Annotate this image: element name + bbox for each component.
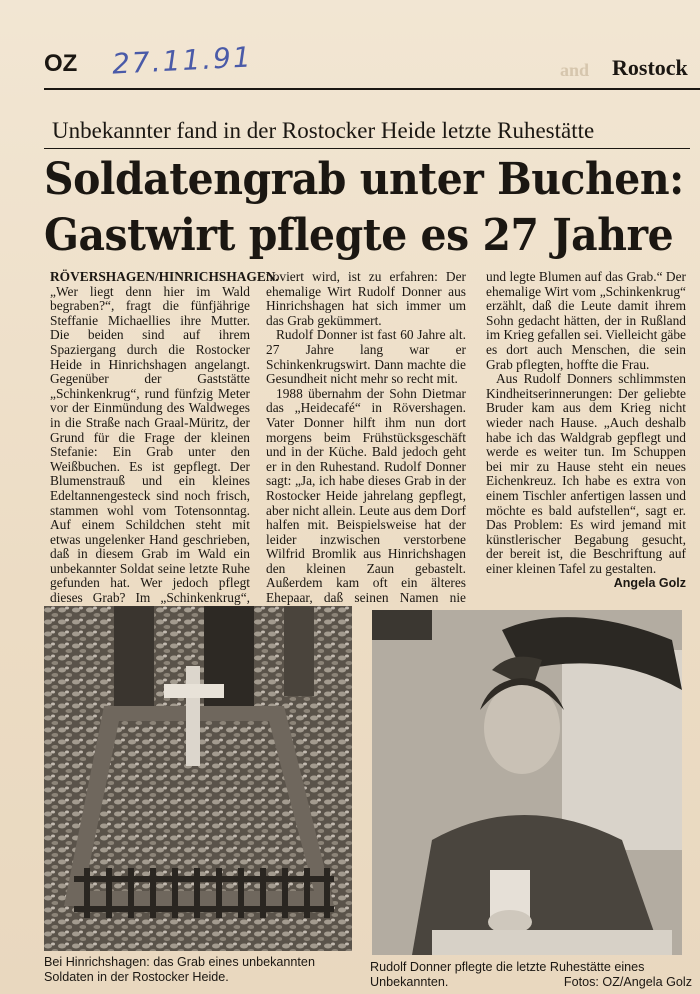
column-2 (266, 270, 466, 620)
paragraph (50, 269, 279, 620)
kicker-rule (44, 148, 690, 149)
dateline: RÖVERSHAGEN/HINRICHSHAGEN. (50, 269, 279, 284)
column-3 (486, 270, 686, 591)
grave-illustration (44, 606, 352, 951)
grave-photo (44, 606, 352, 951)
paper-name: OZ (44, 50, 78, 77)
caption-text: Rudolf Donner pflegte die letzte Ruhestätte eines Unbekannten. (370, 960, 645, 989)
headline-line-2: Gastwirt pflegte es 27 Jahre (44, 210, 674, 261)
kicker-line: Unbekannter fand in der Rostocker Heide letzte Ruhestätte (52, 118, 595, 143)
bleed-through-text: and (560, 60, 590, 80)
paragraph: noviert wird, ist zu erfahren: Der ehemalige Wirt Rudolf Donner aus Hinrichshagen hat sich immer um das Grab gekümmert. (266, 269, 466, 328)
column-1 (50, 269, 279, 620)
paragraph: 1988 übernahm der Sohn Dietmar das „Heidecafé“ in Rövershagen. Vater Donner hilft ihm nun dort morgens beim Frühstücksgeschäft und in der Küche. Bald jedoch geht er in den Ruhestand. Rudolf Donner sagt: „Ja, ich habe dieses Grab in der Rostocker Heide jahrelang gepflegt, aber nicht allein. Leute aus dem Dorf halfen mit. Beispielsweise hat der leider inzwischen verstorbene Wilfrid Bromlik aus Hinrichshagen den kleinen Zaun gebastelt. Außerdem kam oft ein älteres Ehepaar, daß seinen Namen nie (266, 385, 466, 606)
photo-caption-left: Bei Hinrichshagen: das Grab eines unbekannten Soldaten in der Rostocker Heide. (44, 955, 315, 984)
photo-caption-right (370, 960, 692, 990)
author-byline: Angela Golz (613, 576, 686, 591)
paragraph: Aus Rudolf Donners schlimmsten Kindheitserinnerungen: Der geliebte Bruder kam aus dem Krieg nicht wieder nach Hause. „Auch deshalb habe ich das Waldgrab gepflegt und werde es weiter tun. Im Schuppen bei mir zu Hause steht ein neues Eichenkreuz. Ich habe es extra von einem Tischler anfertigen lassen und möchte es bald aufstellen“, sagt er. Das Problem: Es wird jemand mit künstlerischer Begabung gesucht, der bereit ist, die Beschriftung auf einer kleinen Tafel zu gestalten. (486, 371, 686, 576)
header-rule (44, 88, 700, 90)
portrait-illustration (372, 610, 682, 955)
handwritten-date: 27.11.91 (111, 40, 254, 81)
headline-line-1: Soldatengrab unter Buchen: (44, 154, 684, 205)
portrait-photo (372, 610, 682, 955)
article-body (44, 269, 694, 606)
section-title: Rostock (612, 55, 688, 80)
headline (44, 152, 684, 264)
photo-credit: Fotos: OZ/Angela Golz (563, 975, 692, 989)
paragraph: und legte Blumen auf das Grab.“ Der ehemalige Wirt vom „Schinkenkrug“ erzählt, daß die Leute damit ihrem Sohn gedacht hätten, der in Rußland im Krieg gefallen sei. Vielleicht gäbe es dort auch Menschen, die sein Grab pflegten, hoffte die Frau. (486, 269, 686, 372)
paragraph: Rudolf Donner ist fast 60 Jahre alt. 27 Jahre lang war er Schinkenkrugswirt. Dann machte die Gesundheit nicht mehr so recht mit. (266, 327, 466, 387)
paragraph-text: „Wer liegt denn hier im Wald begraben?“, fragt die fünfjährige Steffanie Michaellies ihre Mutter. Die beiden sind auf ihrem Spaziergang durch die Rostocker Heide in Hinrichshagen angelangt. Gegenüber der Gaststätte „Schinkenkrug“, rund fünfzig Meter vor der Einmündung des Waldweges in die Straße nach Graal-Müritz, der Grund für die Frage der kleinen Stefanie: Ein Grab unter den Weißbuchen. Es ist gepflegt. Der Blumenstrauß und ein kleines Edeltannengesteck sind noch frisch, stammen wohl vom Totensonntag. Auf einem Schildchen steht mit etwas ungelenker Hand geschrieben, daß in diesem Grab im Wald ein unbekannter Soldat seine letzte Ruhe gefunden hat. Wer jedoch pflegt dieses Grab? Im „Schinkenkrug“, (50, 283, 250, 606)
